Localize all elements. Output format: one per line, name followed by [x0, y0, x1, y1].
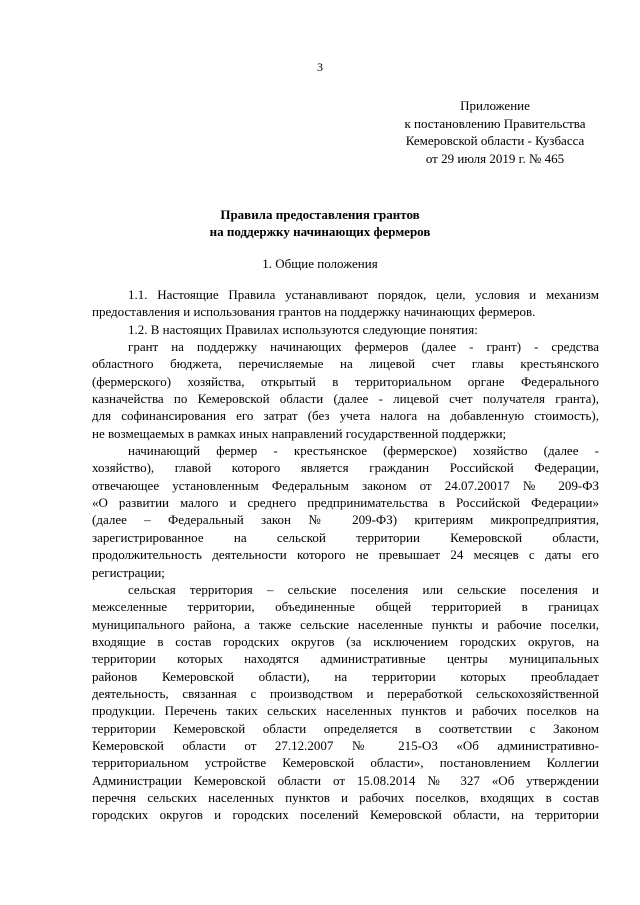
title-line: Правила предоставления грантов — [220, 207, 420, 222]
paragraph-line: территории Кемеровской области определяется в соответствии с Законом — [92, 720, 599, 736]
document-title — [0, 206, 640, 240]
paragraph-line: грант на поддержку начинающих фермеров (далее - грант) - средства — [128, 339, 599, 355]
appendix-line: от 29 июля 2019 г. № 465 — [425, 150, 565, 166]
appendix-header — [385, 97, 605, 167]
paragraph-line: продолжительность деятельности которого не превышает 24 месяцев с даты его — [92, 547, 599, 563]
paragraph-line: 1.2. В настоящих Правилах используются следующие понятия: — [128, 321, 478, 337]
paragraph-line: (далее – Федеральный закон № 209-ФЗ) критериям микропредприятия, — [92, 512, 599, 528]
appendix-line: к постановлению Правительства — [404, 115, 586, 131]
paragraph-line: продукции. Перечень таких сельских населенных пунктов и рабочих поселков на — [92, 703, 599, 719]
paragraph — [92, 338, 599, 442]
paragraph-line: казначейства по Кемеровской области (далее - лицевой счет получателя гранта), — [92, 391, 599, 407]
paragraph-line: территории которых находятся административные центры муниципальных — [92, 651, 599, 667]
paragraph-line: областного бюджета, перечисляемые на лицевой счет главы крестьянского — [92, 356, 599, 372]
paragraph-line: (фермерского) хозяйства, открытый в территориальном органе Федерального — [92, 373, 599, 389]
paragraph-line: Администрации Кемеровской области от 15.08.2014 № 327 «Об утверждении — [92, 772, 599, 788]
paragraph — [92, 442, 599, 581]
paragraph-line: начинающий фермер - крестьянское (фермерское) хозяйство (далее - — [128, 443, 599, 459]
paragraph — [92, 321, 599, 338]
paragraph-line: 1.1. Настоящие Правила устанавливают порядок, цели, условия и механизм — [128, 287, 599, 302]
paragraph-line: регистрации; — [92, 564, 165, 580]
paragraph-line: предоставления и использования грантов на поддержку начинающих фермеров. — [92, 304, 536, 320]
title-line: на поддержку начинающих фермеров — [209, 224, 431, 239]
paragraph-line: деятельность, связанная с производством и переработкой сельскохозяйственной — [92, 685, 599, 701]
paragraph-line: территориальном устройстве Кемеровской области», постановлением Коллегии — [92, 755, 599, 771]
paragraph-line: «О развитии малого и среднего предпринимательства в Российской Федерации» — [92, 495, 599, 511]
paragraph-line: перечня сельских населенных пунктов и рабочих поселков, входящих в состав — [92, 789, 599, 805]
appendix-line: Кемеровской области - Кузбасса — [405, 133, 585, 148]
body-text — [92, 286, 599, 824]
paragraph-line: городских округов и городских поселений Кемеровской области, на территории — [92, 807, 599, 823]
appendix-line: Приложение — [460, 98, 530, 113]
section-heading: 1. Общие положения — [262, 256, 378, 271]
paragraph — [92, 581, 599, 824]
paragraph-line: сельская территория – сельские поселения или сельские поселения и — [128, 581, 599, 597]
paragraph-line: входящие в состав городских округов (за исключением городских округов, на — [92, 633, 599, 649]
paragraph-line: районов Кемеровской области), на территории которых преобладает — [92, 668, 599, 684]
paragraph-line: зарегистрированное на сельской территории Кемеровской области, — [92, 529, 599, 545]
paragraph-line: отвечающее установленным Федеральным законом от 24.07.20017 № 209-ФЗ — [92, 477, 599, 493]
page-number: 3 — [317, 60, 323, 74]
paragraph-line: муниципального района, а также сельские населенные пункты и рабочие поселки, — [92, 616, 599, 632]
paragraph-line: не возмещаемых в рамках иных направлений государственной поддержки; — [92, 425, 507, 441]
paragraph-line: Кемеровской области от 27.12.2007 № 215-ОЗ «Об административно- — [92, 737, 599, 753]
paragraph-line: для софинансирования его затрат (без учета налога на добавленную стоимость), — [92, 408, 599, 424]
paragraph-line: хозяйство), главой которого является гражданин Российской Федерации, — [92, 460, 599, 476]
paragraph-line: межселенные территории, объединенные общей территорией в границах — [92, 599, 599, 615]
paragraph — [92, 286, 599, 321]
